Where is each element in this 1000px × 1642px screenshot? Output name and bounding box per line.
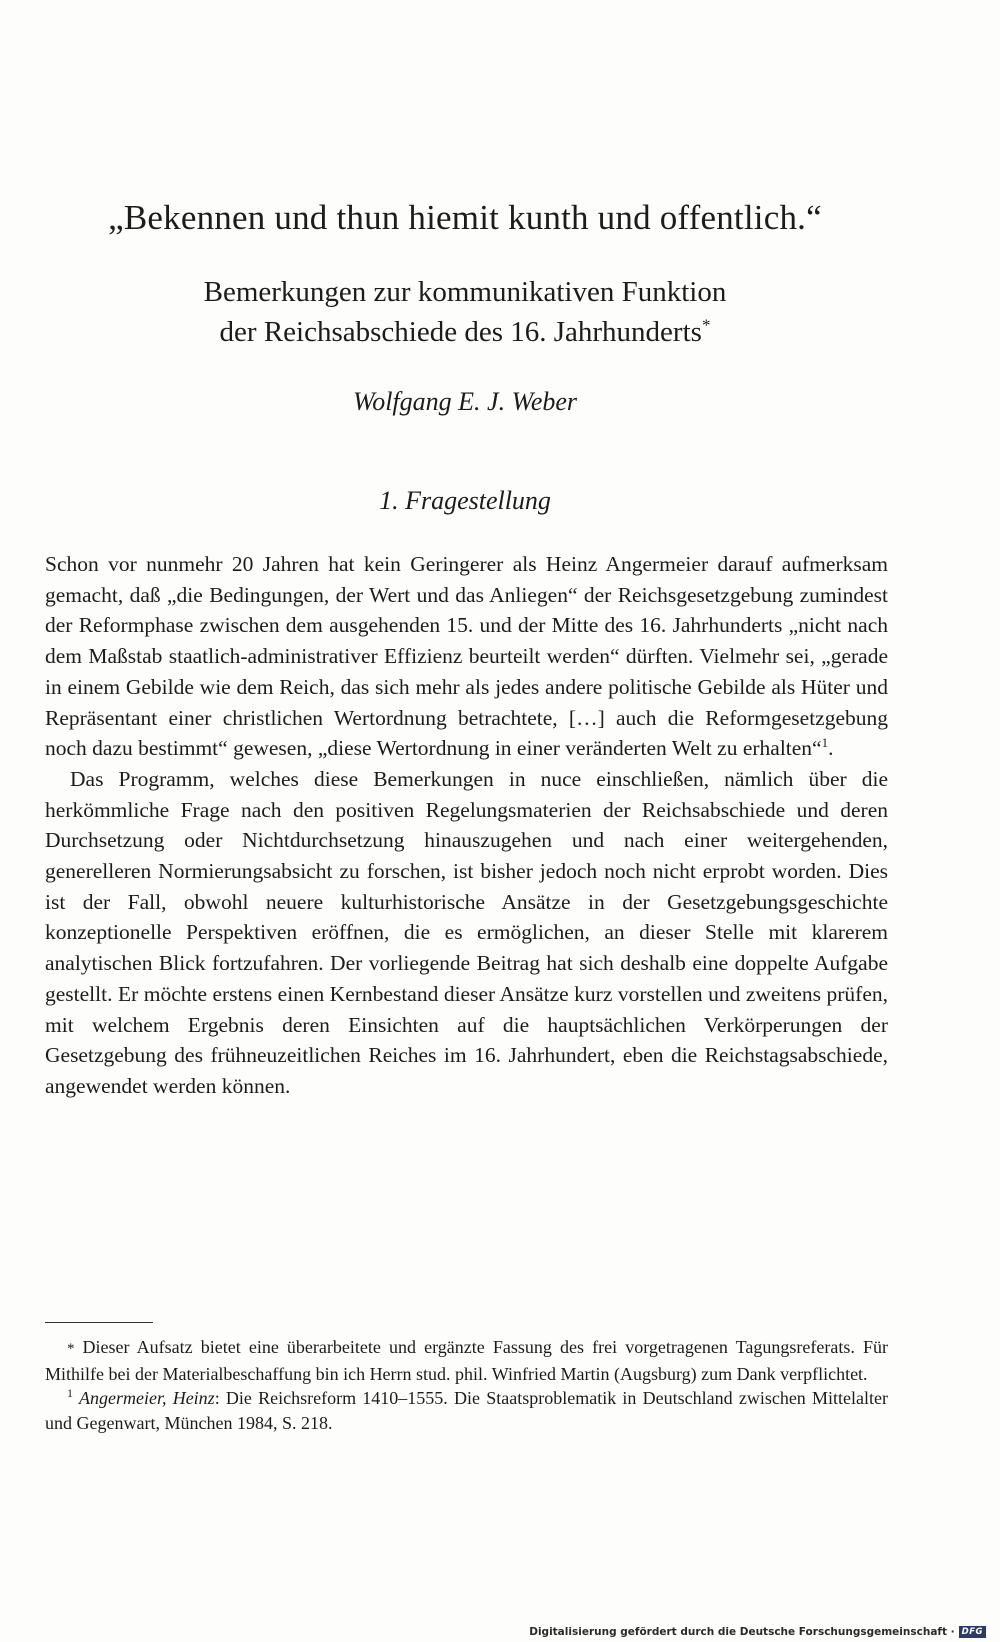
- author-name: Wolfgang E. J. Weber: [352, 387, 578, 416]
- footnote-reference-1[interactable]: 1: [821, 735, 829, 751]
- digitization-credit: [529, 1626, 986, 1638]
- paragraph-1-end: .: [828, 736, 834, 761]
- section-heading: 1. Fragestellung: [379, 486, 551, 515]
- paragraph-2: Das Programm, welches diese Bemerkungen in nuce einschließen, nämlich über die herkömmliche Frage nach den positiven Regelungsmaterien der Reichsabschiede und deren Durchsetzung oder Nichtdurchsetzung hinauszugehen und nach einer weitergehenden, generelleren Normierungsabsicht zu forschen, ist bisher jedoch noch nicht erprobt worden. Dies ist der Fall, obwohl neuere kulturhistorische Ansätze in der Gesetzgebungsgeschichte konzeptionelle Perspektiven eröffnen, die es ermöglichen, an dieser Stelle mit klarerem analytischen Blick fortzufahren. Der vorliegende Beitrag hat sich deshalb eine doppelte Aufgabe gestellt. Er möchte erstens einen Kernbestand dieser Ansätze kurz vorstellen und zweitens prüfen, mit welchem Ergebnis deren Einsichten auf die hauptsächlichen Verkörperungen der Gesetzgebung des frühneuzeitlichen Reiches im 16. Jahrhundert, eben die Reichstagsabschiede, angewendet werden können.: [45, 766, 888, 1098]
- dfg-logo-icon: DFG: [959, 1626, 986, 1638]
- footnote-1-text: : Die Reichsreform 1410–1555. Die Staatsproblematik in Deutschland zwischen Mittelalter und Gegenwart, München 1984, S. 218.: [45, 1388, 888, 1433]
- subtitle-footnote-marker[interactable]: *: [701, 315, 711, 335]
- footnote-star-text: Dieser Aufsatz bietet eine überarbeitete und ergänzte Fassung des frei vorgetragenen Tagungsreferats. Für Mithilfe bei der Materialbeschaffung bin ich Herrn stud. phil. Winfried Martin (Augsburg) zum Dank verpflichtet.: [45, 1337, 888, 1384]
- subtitle-line-2-text: der Reichsabschiede des 16. Jahrhunderts: [219, 316, 702, 348]
- footnotes: [45, 1335, 888, 1435]
- footnote-1-marker: 1: [67, 1386, 73, 1400]
- article-title: „Bekennen und thun hiemit kunth und offentlich.“: [108, 198, 822, 237]
- footnote-1: [45, 1386, 888, 1435]
- footnote-1-author: Angermeier, Heinz: [79, 1388, 215, 1408]
- subtitle-line-2: [0, 312, 930, 352]
- subtitle-line-1: Bemerkungen zur kommunikativen Funktion: [203, 276, 727, 308]
- footnote-star: [45, 1335, 888, 1386]
- footnote-divider: [45, 1322, 153, 1323]
- article-subtitle: [0, 272, 930, 352]
- paragraph-1: [45, 549, 888, 764]
- body-text: [45, 549, 888, 1102]
- paragraph-1-text: Schon vor nunmehr 20 Jahren hat kein Geringerer als Heinz Angermeier darauf aufmerksam gemacht, daß „die Bedingungen, der Wert und das Anliegen“ der Reichsgesetzgebung zumindest der Reformphase zwischen dem ausgehenden 15. und der Mitte des 16. Jahrhunderts „nicht nach dem Maßstab staatlich-administrativer Effizienz beurteilt werden“ dürften. Vielmehr sei, „gerade in einem Gebilde wie dem Reich, das sich mehr als jedes andere politische Gebilde als Hüter und Repräsentant einer christlichen Wertordnung betrachtete, […] auch die Reformgesetzgebung noch dazu bestimmt“ gewesen, „diese Wertordnung in einer veränderten Welt zu erhalten“: [45, 552, 888, 761]
- footnote-star-marker: *: [67, 1341, 75, 1357]
- credit-text: Digitalisierung gefördert durch die Deutsche Forschungsgemeinschaft ·: [529, 1626, 955, 1638]
